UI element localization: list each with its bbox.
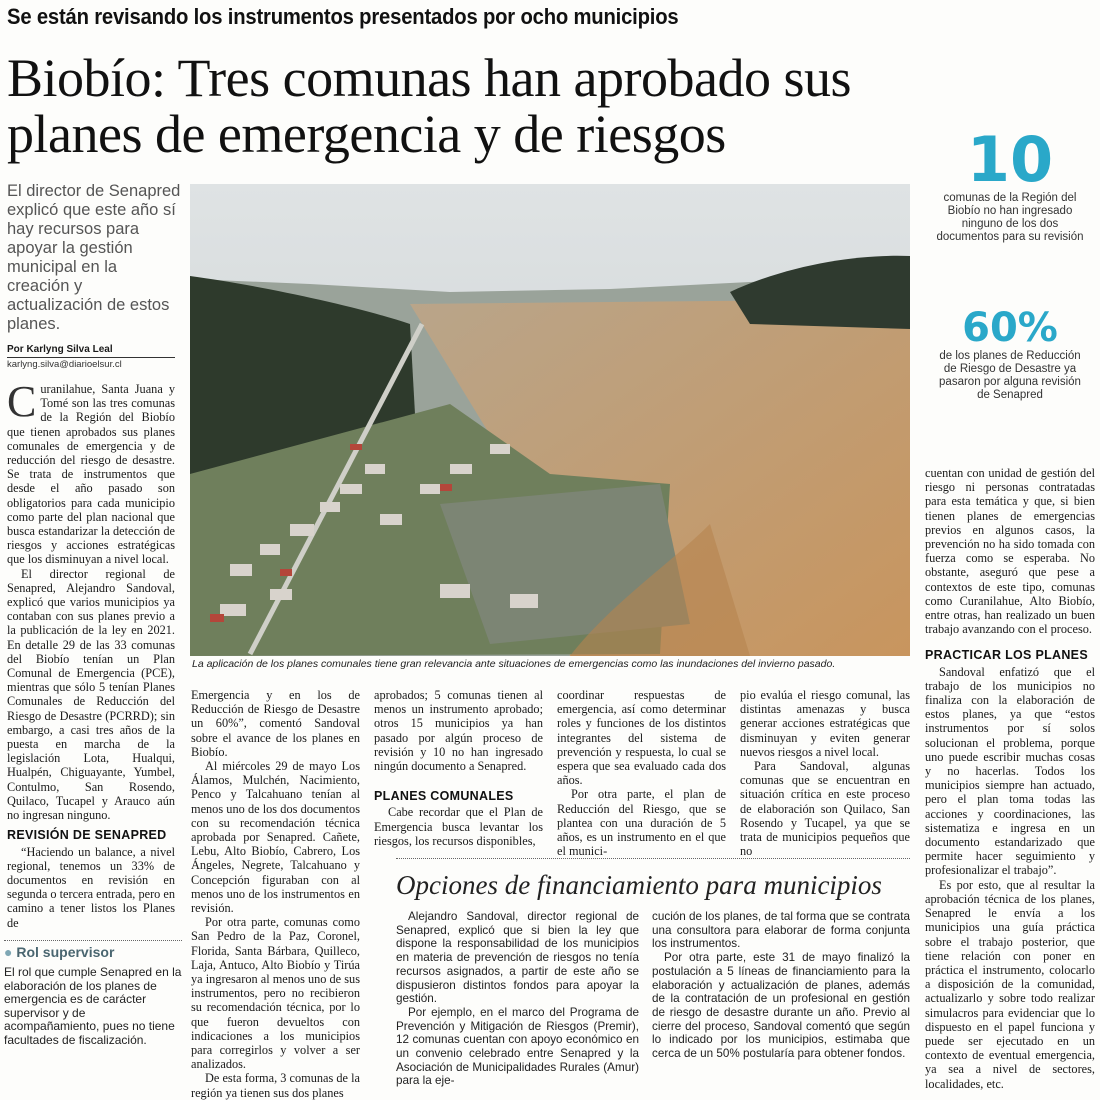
flood-photo [190, 184, 910, 656]
flood-photo-image [190, 184, 910, 656]
paragraph: Cabe recordar que el Plan de Emergencia busca levantar los riesgos, los recursos disponibles, [374, 805, 543, 848]
paragraph: Emergencia y en los de Reducción de Riesgo de Desastre un 60%”, comentó Sandoval sobre el avance de los planes en Biobío. [191, 688, 360, 759]
box-column-left [396, 910, 639, 1088]
paragraph-text: uranilahue, Santa Juana y Tomé son las tres comunas de la Región del Biobío que tienen aprobados sus planes comunales de emergencia y de reducción del riesgo de desastre. Se trata de instrumentos que desde el año pasado son obligatorios para cada municipio como parte del plan nacional que busca estandarizar la detección de riesgos y acciones estratégicas que los disminuyan a nivel local. [7, 382, 175, 567]
paragraph: Alejandro Sandoval, director regional de Senapred, explicó que si bien la ley que dispone la responsabilidad de los municipios en materia de prevención de riesgos no tenía recursos asignados, a partir de este año se dispusieron distintos fondos para apoyar la gestión. [396, 910, 639, 1006]
paragraph: Sandoval enfatizó que el trabajo de los municipios no finaliza con la elaboración de estos planes, ya que “estos instrumentos por sí solos solucionan el problema, porque uno puede escribir muchas cosas y no hacerlas. Todos los municipios siempre han actuado, pero el plan toma todas las acciones y coordinaciones, las sistematiza e ingresa en un documento estandarizado que permite hacer seguimiento y profesionalizar el trabajo”. [925, 664, 1095, 878]
headline: Biobío: Tres comunas han aprobado sus planes de emergencia y de riesgos [7, 48, 851, 164]
article-column-4 [557, 688, 726, 858]
paragraph: Al miércoles 29 de mayo Los Álamos, Mulchén, Nacimiento, Penco y Talcahuano tenían al menos uno de los dos documentos con su recomendación técnica aprobada por Senapred. Cañete, Lebu, Alto Biobío, Cabrero, Los Ángeles, Negrete, Talcahuano y Concepción figuraban con al menos uno de los instrumentos en revisión. [191, 759, 360, 916]
deck: El director de Senapred explicó que este año sí hay recursos para apoyar la gestión municipal en la creación y actualización de estos planes. [7, 182, 181, 333]
stat-text: de los planes de Reducción de Riesgo de Desastre ya pasaron por alguna revisión de Senapred [939, 350, 1081, 401]
paragraph: De esta forma, 3 comunas de la región ya tienen sus dos planes [191, 1071, 360, 1100]
byline: Por Karlyng Silva Leal [7, 344, 175, 358]
rol-divider [4, 940, 182, 941]
paragraph: cuentan con unidad de gestión del riesgo ni personas contratadas para esta temática y que, si bien tienen planes de emergencias previos en algunos casos, la prevención no ha sido tomada con fuerza como se esperaba. No obstante, aseguró que pese a contextos de este tipo, comunas como Curanilahue, Alto Biobío, entre otras, han realizado un buen trabajo avanzando con el proceso. [925, 466, 1095, 637]
stat-number: 60% [962, 305, 1058, 351]
paragraph: Por otra parte, este 31 de mayo finalizó la postulación a 5 líneas de financiamiento para la elaboración y actualización de planes, además de la contratación de un profesional en gestión de riesgo de desastre durante un año. Previo al cierre del proceso, Sandoval comentó que según lo indicado por los municipios, estimaba que cerca de un 50% postularía para obtener fondos. [652, 951, 910, 1061]
paragraph: Por ejemplo, en el marco del Programa de Prevención y Mitigación de Riesgos (Premir), 12 comunas cuentan con apoyo económico en un convenio celebrado entre Senapred y la Asociación de Municipalidades Rurales (Amur) para la eje- [396, 1005, 639, 1088]
article-column-2 [191, 688, 360, 1100]
author-email[interactable]: karlyng.silva@diarioelsur.cl [7, 359, 122, 370]
paragraph: Por otra parte, comunas como San Pedro de la Paz, Coronel, Florida, Santa Bárbara, Quilleco, Laja, Antuco, Alto Biobío y Tirúa ya ingresaron al menos uno de sus instrumentos, pero no recibieron su recomendación técnica, por lo que fueron devueltos con indicaciones a los municipios para corregirlos y volver a ser analizados. [191, 915, 360, 1072]
bullet-icon: ● [4, 944, 17, 960]
subhead-planes: PLANES COMUNALES [374, 789, 514, 804]
paragraph: Para Sandoval, algunas comunas que se encuentran en situación crítica en este proceso de elaboración son Quilaco, San Rosendo y Tucapel, ya que se trata de municipios pequeños que no [740, 759, 910, 859]
stat-text: comunas de la Región del Biobío no han ingresado ninguno de los dos documentos para su revisión [936, 192, 1084, 243]
article-column-3 [374, 688, 543, 848]
paragraph: pio evalúa el riesgo comunal, las distintas amenazas y busca generar acciones estratégicas que disminuyan y eviten generar nuevos riesgos a nivel local. [740, 688, 910, 759]
paragraph: Por otra parte, el plan de Reducción del Riesgo, que se plantea con una duración de 5 años, es un instrumento en el que el munici- [557, 787, 726, 859]
rol-supervisor-box [4, 944, 182, 1048]
subhead-revision: REVISIÓN DE SENAPRED [7, 828, 167, 843]
paragraph: Es por esto, que al resultar la aprobación técnica de los planes, Senapred le envía a los municipios una guía práctica sobre el trabajo posterior, que tiene relación con poner en práctica el instrumento, colocarlo a disposición de la comunidad, actualizarlo y sobre todo realizar simulacros para evidenciar que lo dispuesto en el papel funciona y puede ser ejecutado en un contexto de eventual emergencia, ya sea a nivel de sectores, localidades, etc. [925, 877, 1095, 1091]
paragraph: aprobados; 5 comunas tienen al menos un instrumento aprobado; otros 15 municipios ya han pasado por algún proceso de revisión y 10 no han ingresado ningún documento a Senapred. [374, 688, 543, 774]
paragraph: cución de los planes, de tal forma que se contrata una consultora para elaborar de forma conjunta los instrumentos. [652, 910, 910, 951]
paragraph: “Haciendo un balance, a nivel regional, tenemos un 33% de documentos en revisión en segunda o tercera entrada, pero en camino a tener listos los Planes de [7, 844, 175, 930]
paragraph: El director regional de Senapred, Alejandro Sandoval, explicó que varios municipios ya contaban con sus planes previo a la publicación de la ley en 2021. En detalle 29 de las 33 comunas del Biobío tenían un Plan Comunal de Emergencia (PCE), mientras que sólo 5 tenían Planes Comunales de Reducción del Riesgo de Desastre (PCRRD); sin embargo, a casi tres años de la puesta en marcha de la legislación Lota, Hualqui, Hualpén, Chiguayante, Yumbel, Contulmo, San Rosendo, Quilaco, Tucapel y Arauco aún no ingresan ninguno. [7, 566, 175, 823]
rol-body: El rol que cumple Senapred en la elaboración de los planes de emergencia es de carácter supervisor y de acompañamiento, pues no tiene facultades de fiscalización. [4, 965, 182, 1047]
article-column-1 [7, 377, 175, 930]
stat-number: 10 [966, 123, 1054, 196]
photo-caption: La aplicación de los planes comunales tiene gran relevancia ante situaciones de emergencias como las inundaciones del invierno pasado. [192, 658, 836, 670]
paragraph [7, 377, 175, 567]
kicker: Se están revisando los instrumentos presentados por ocho municipios [7, 4, 679, 29]
rol-title-text: Rol supervisor [16, 944, 115, 960]
rol-title [4, 944, 182, 960]
box-title: Opciones de financiamiento para municipios [396, 870, 882, 900]
article-column-6 [925, 466, 1095, 1091]
stat-10 [935, 123, 1085, 244]
drop-cap: C [7, 377, 37, 426]
stat-60 [935, 306, 1085, 402]
article-column-5 [740, 688, 910, 858]
paragraph: coordinar respuestas de emergencia, así como determinar roles y funciones de los distintos integrantes del sistema de prevención y respuesta, lo cual se espera que sea evaluado cada dos años. [557, 688, 726, 788]
box-column-right [652, 910, 910, 1061]
subhead-practicar: PRACTICAR LOS PLANES [925, 648, 1088, 663]
box-divider [396, 858, 910, 859]
